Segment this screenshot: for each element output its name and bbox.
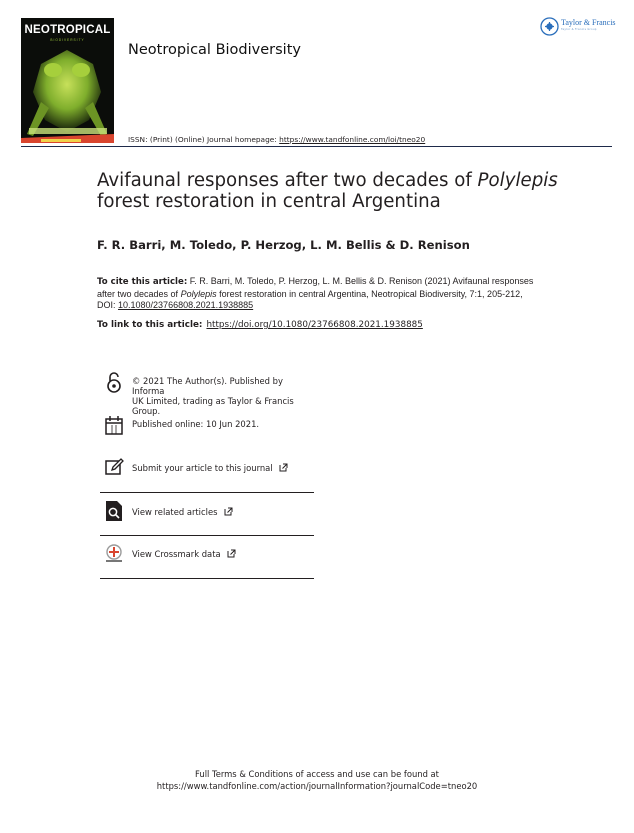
publisher-tagline: Taylor & Francis Group [561,28,597,31]
journal-name: Neotropical Biodiversity [128,42,301,58]
submit-article-link[interactable] [132,463,288,473]
footer-line-1: Full Terms & Conditions of access and use can be found at [195,769,439,779]
terms-footer [0,768,634,792]
published-date: Published online: 10 Jun 2021. [132,419,260,429]
article-doi-url[interactable]: https://doi.org/10.1080/23766808.2021.1938885 [206,320,423,330]
citation-text-1: F. R. Barri, M. Toledo, P. Herzog, L. M. Bellis & D. Renison (2021) Avifaunal responses after two decades of [97,276,534,299]
citation-block [97,276,537,312]
edit-icon [104,456,124,478]
submit-article-label: Submit your article to this journal [132,463,273,473]
article-title [97,170,567,212]
issn-line [128,135,425,144]
license-line-3: Group. [132,406,161,416]
publisher-logo-text: Taylor & Francis [561,18,616,27]
related-articles-row[interactable] [100,500,314,524]
link-label: To link to this article: [97,320,203,330]
related-articles-link[interactable] [132,507,233,517]
citation-italic: Polylepis [180,288,217,299]
cover-subtitle: BIODIVERSITY [50,38,85,42]
title-part-1: Avifaunal responses after two decades of [97,170,478,191]
related-articles-label: View related articles [132,507,218,517]
footer-terms-link[interactable]: https://www.tandfonline.com/action/journalInformation?journalCode=tneo20 [156,781,478,791]
citation-text-2: forest restoration in central Argentina, Neotropical Biodiversity, 7:1, 205-212, DOI: [97,288,523,310]
license-line-2: UK Limited, trading as Taylor & Francis [132,396,294,406]
divider-3 [100,578,314,579]
journal-homepage-link[interactable]: https://www.tandfonline.com/loi/tneo20 [279,135,426,144]
license-info [100,372,314,416]
external-link-icon [227,549,236,558]
issn-label: ISSN: (Print) (Online) Journal homepage: [128,135,277,144]
citation-doi-link[interactable]: 10.1080/23766808.2021.1938885 [118,300,254,310]
citation-label: To cite this article: [97,277,188,287]
title-part-2: forest restoration in central Argentina [97,191,441,212]
publisher-logo-icon [540,17,559,36]
divider-2 [100,535,314,536]
cover-title: NEOTROPICAL [24,24,111,36]
external-link-icon [279,463,288,472]
calendar-icon [104,414,124,436]
header-divider [21,146,612,147]
crossmark-icon [104,543,124,565]
submit-article-row[interactable] [100,456,314,480]
license-line-1: © 2021 The Author(s). Published by Informa [132,376,283,396]
mantis-cover-image [21,42,114,143]
external-link-icon [224,507,233,516]
title-italic-genus: Polylepis [477,170,558,191]
crossmark-label: View Crossmark data [132,549,221,559]
published-info [100,414,314,436]
divider-1 [100,492,314,493]
article-authors: F. R. Barri, M. Toledo, P. Herzog, L. M. Bellis & D. Renison [97,238,470,252]
related-search-icon [104,500,124,522]
crossmark-row[interactable] [100,543,314,567]
open-access-icon [104,372,124,394]
crossmark-link[interactable] [132,549,236,559]
journal-cover [21,18,114,143]
publisher-logo[interactable] [540,17,616,37]
license-text [132,376,314,416]
article-link-line [97,320,423,330]
